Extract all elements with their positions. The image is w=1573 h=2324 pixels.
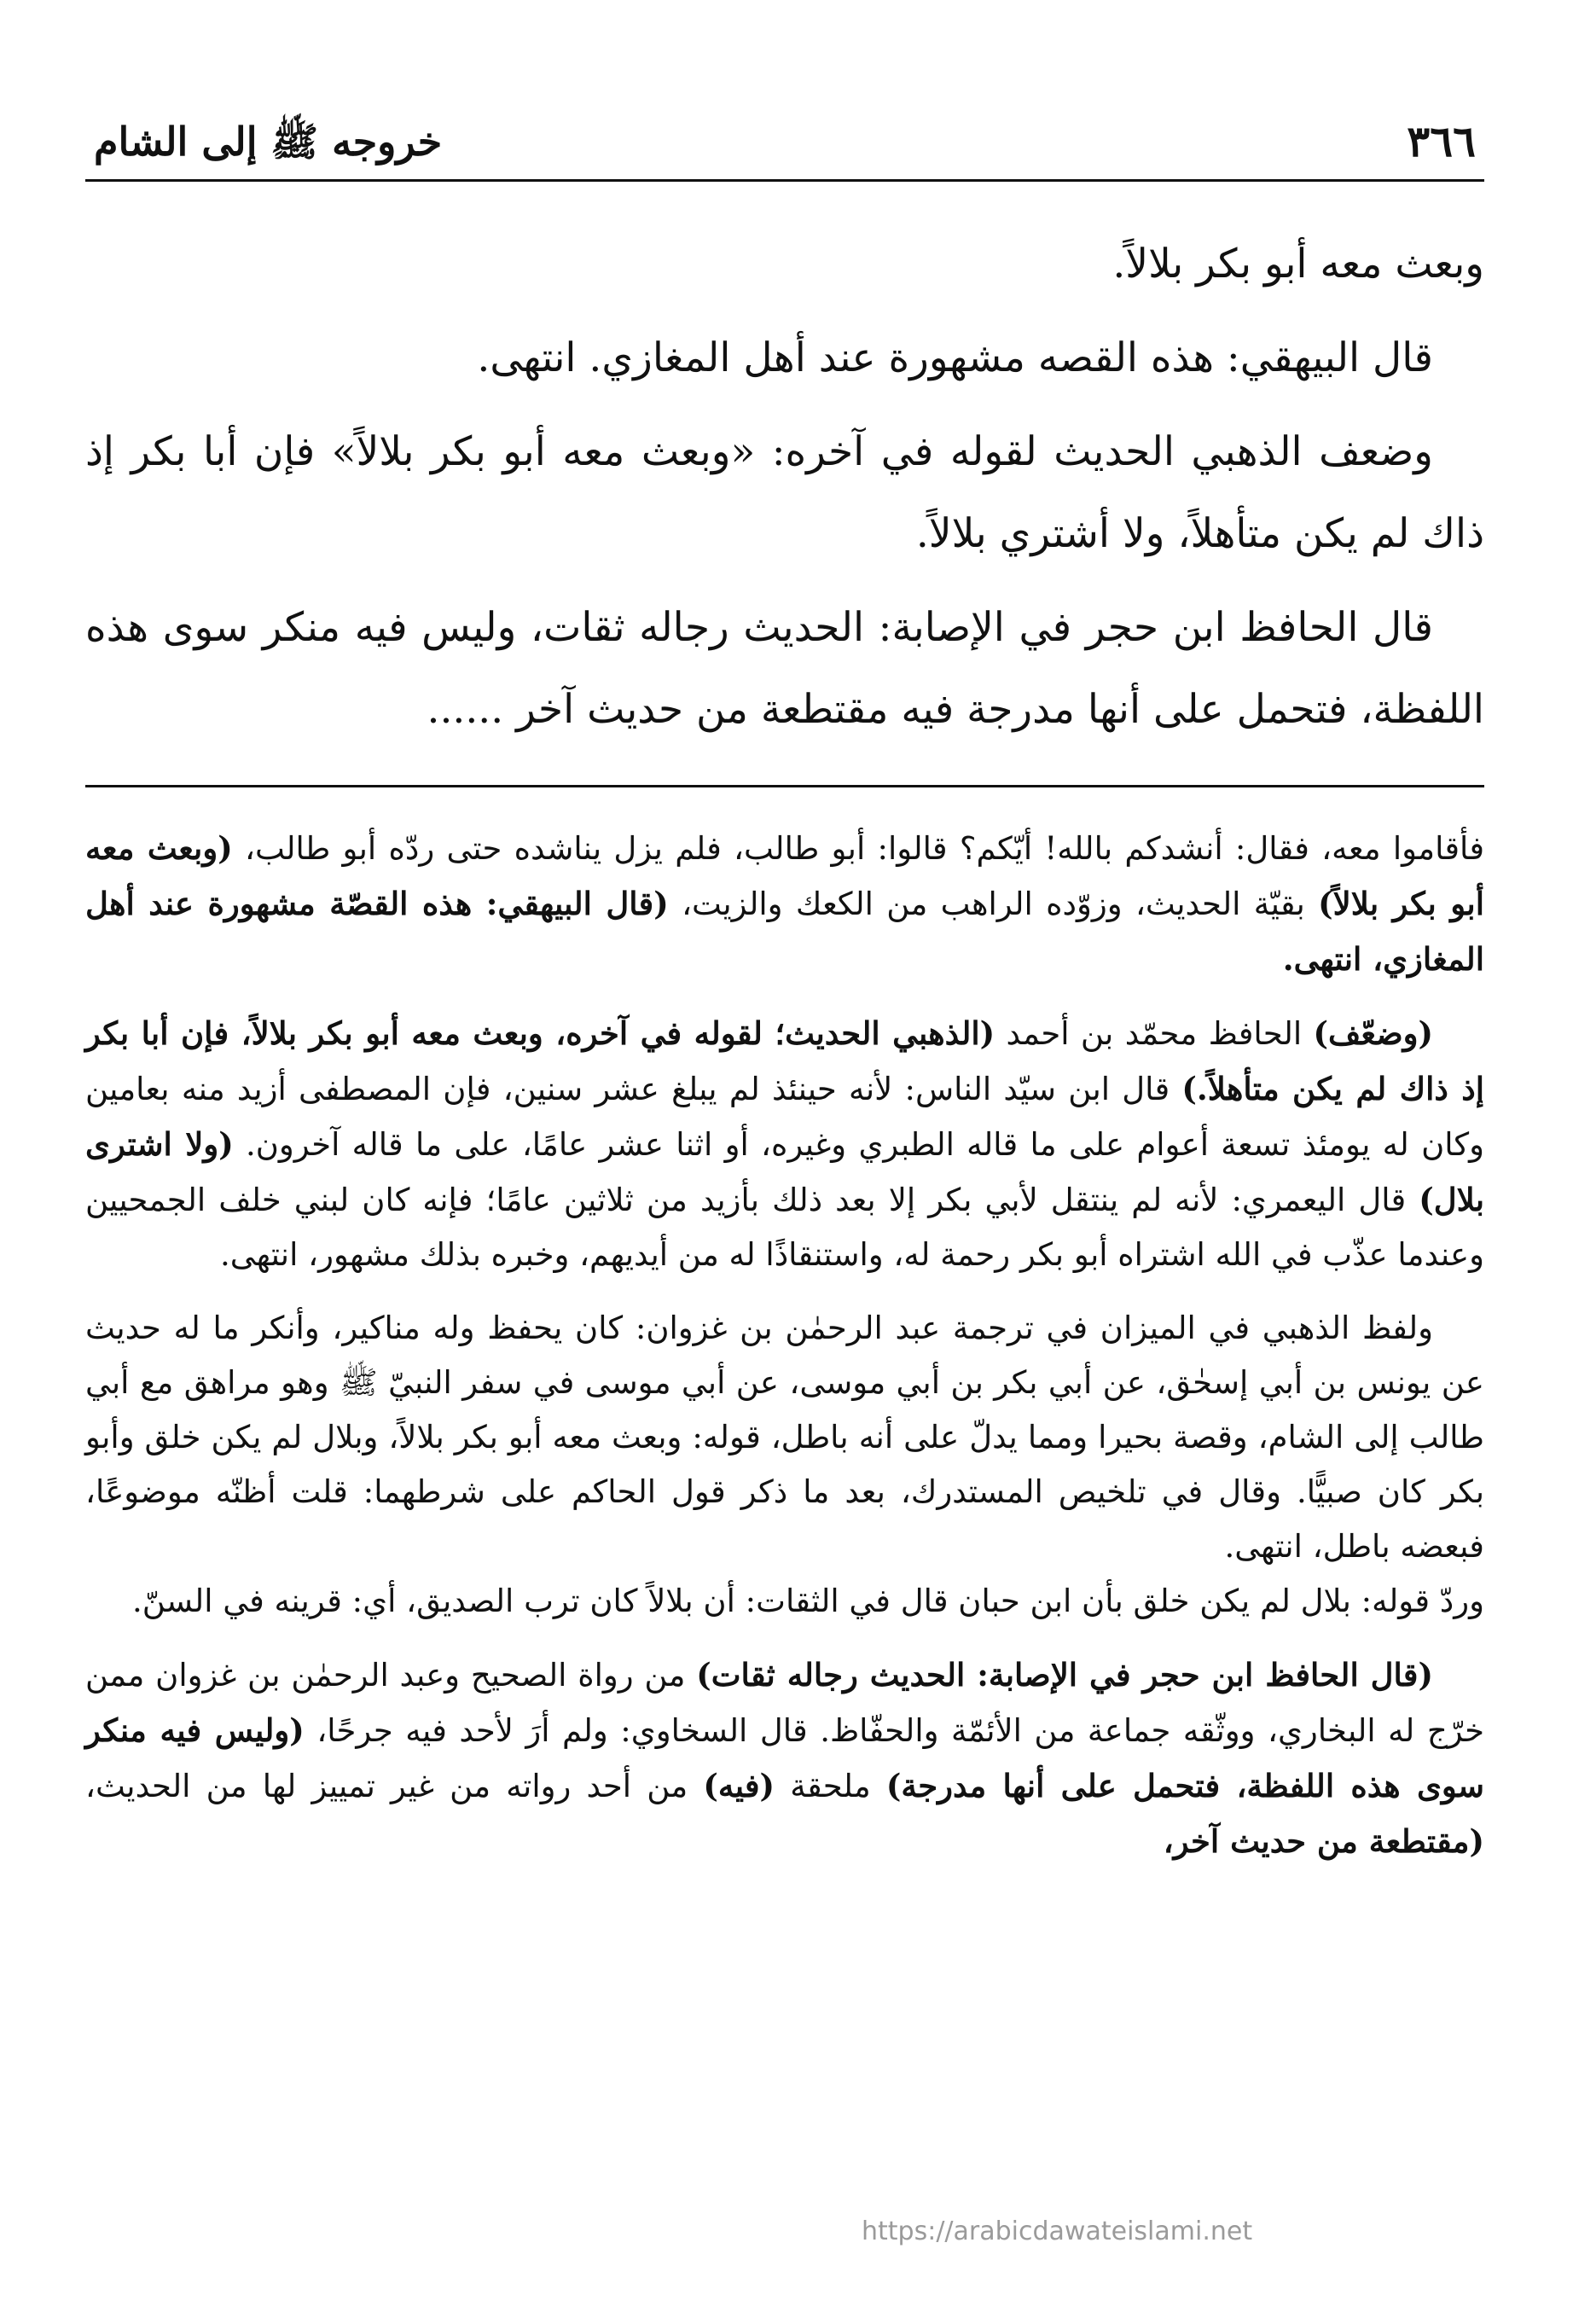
- text-run: من رواة الصحيح وعبد الرحمٰن بن غزوان ممن خرّج له البخاري، ووثّقه جماعة من الأئمّة والحفّاظ. قال السخاوي: ولم أرَ لأحد فيه جرحًا،: [85, 1657, 1484, 1749]
- main-text: [85, 224, 1484, 763]
- commentary-paragraph-5: [85, 1647, 1484, 1869]
- quoted-text: (قال البيهقي: هذه القصّة مشهورة عند أهل المغازي، انتهى.: [85, 885, 1484, 978]
- text-run: ملحقة: [775, 1768, 886, 1804]
- watermark-url: https://arabicdawateislami.net: [862, 2217, 1253, 2246]
- main-paragraph-4: قال الحافظ ابن حجر في الإصابة: الحديث رجاله ثقات، وليس فيه منكر سوى هذه اللفظة، فتحمل على أنها مدرجة فيه مقتطعة من حديث آخر ......: [85, 604, 1484, 733]
- quoted-text: (وبعث معه أبو بكر بلالاً): [85, 829, 1484, 922]
- quoted-text: (فيه): [703, 1767, 775, 1804]
- commentary-paragraph-3: ولفظ الذهبي في الميزان في ترجمة عبد الرحمٰن بن غزوان: كان يحفظ وله مناكير، وأنكر ما له حديث عن يونس بن أبي إسحٰق، عن أبي بكر بن أبي موسى، عن أبي موسى في سفر النبيّ ﷺ وهو مراهق مع أبي طالب إلى الشام، وقصة بحيرا ومما يدلّ على أنه باطل، قوله: وبعث معه أبو بكر بلالاً، وبلال لم يكن خلق وأبو بكر كان صبيًّا. وقال في تلخيص المستدرك، بعد ما ذكر قول الحاكم على شرطهما: قلت أظنّه موضوعًا، فبعضه باطل، انتهى.: [85, 1310, 1484, 1565]
- quoted-text: (قال الحافظ ابن حجر في الإصابة: الحديث رجاله ثقات): [696, 1656, 1433, 1694]
- quoted-text: (مقتطعة من حديث آخر،: [1163, 1822, 1484, 1860]
- quoted-text: (الذهبي الحديث؛ لقوله في آخره، وبعث معه أبو بكر بلالاً، فإن أبا بكر إذ ذاك لم يكن متأهلاً.): [85, 1014, 1485, 1107]
- quoted-text: (وضعّف): [1313, 1014, 1433, 1052]
- main-paragraph-1: وبعث معه أبو بكر بلالاً.: [1112, 241, 1484, 288]
- text-run: من أحد رواته من غير تمييز لها من الحديث،: [85, 1768, 704, 1804]
- quoted-text: (ولا اشترى بلال): [85, 1125, 1484, 1218]
- quoted-text: (وليس فيه منكر سوى هذه اللفظة، فتحمل على أنها مدرجة): [85, 1711, 1485, 1804]
- page-header: [85, 111, 1484, 182]
- commentary-paragraph-2: [85, 1006, 1484, 1282]
- commentary-text: [85, 821, 1484, 1888]
- text-run: قال اليعمري: لأنه لم ينتقل لأبي بكر إلا بعد ذلك بأزيد من ثلاثين عامًا؛ فإنه كان لبني خلف الجمحيين وعندما عذّب في الله اشتراه أبو بكر رحمة له، واستنقاذًا له من أيديهم، وخبره بذلك مشهور، انتهى.: [85, 1182, 1484, 1273]
- running-title: خروجه ﷺ إلى الشام: [94, 119, 443, 165]
- commentary-paragraph-1: [85, 821, 1484, 987]
- footnote-divider: [85, 785, 1484, 787]
- main-paragraph-2: قال البيهقي: هذه القصه مشهورة عند أهل المغازي. انتهى.: [477, 334, 1433, 381]
- text-run: بقيّة الحديث، وزوّده الراهب من الكعك والزيت،: [668, 886, 1319, 922]
- book-page: [85, 0, 1484, 2324]
- commentary-paragraph-4: وردّ قوله: بلال لم يكن خلق بأن ابن حبان قال في الثقات: أن بلالاً كان ترب الصديق، أي: قرينه في السنّ.: [131, 1583, 1484, 1619]
- text-run: قال ابن سيّد الناس: لأنه حينئذ لم يبلغ عشر سنين، فإن المصطفى أزيد منه بعامين وكان له يومئذ تسعة أعوام على ما قاله الطبري وغيره، أو اثنا عشر عامًا، على ما قاله آخرون.: [85, 1071, 1484, 1163]
- text-run: فأقاموا معه، فقال: أنشدكم بالله! أيّكم؟ قالوا: أبو طالب، فلم يزل يناشده حتى ردّه أبو طالب،: [245, 830, 1485, 867]
- text-run: الحافظ محمّد بن أحمد: [995, 1015, 1314, 1052]
- main-paragraph-3: وضعف الذهبي الحديث لقوله في آخره: «وبعث معه أبو بكر بلالاً» فإن أبا بكر إذ ذاك لم يكن متأهلاً، ولا أشتري بلالاً.: [85, 428, 1484, 557]
- page-number: ٣٦٦: [1407, 116, 1476, 166]
